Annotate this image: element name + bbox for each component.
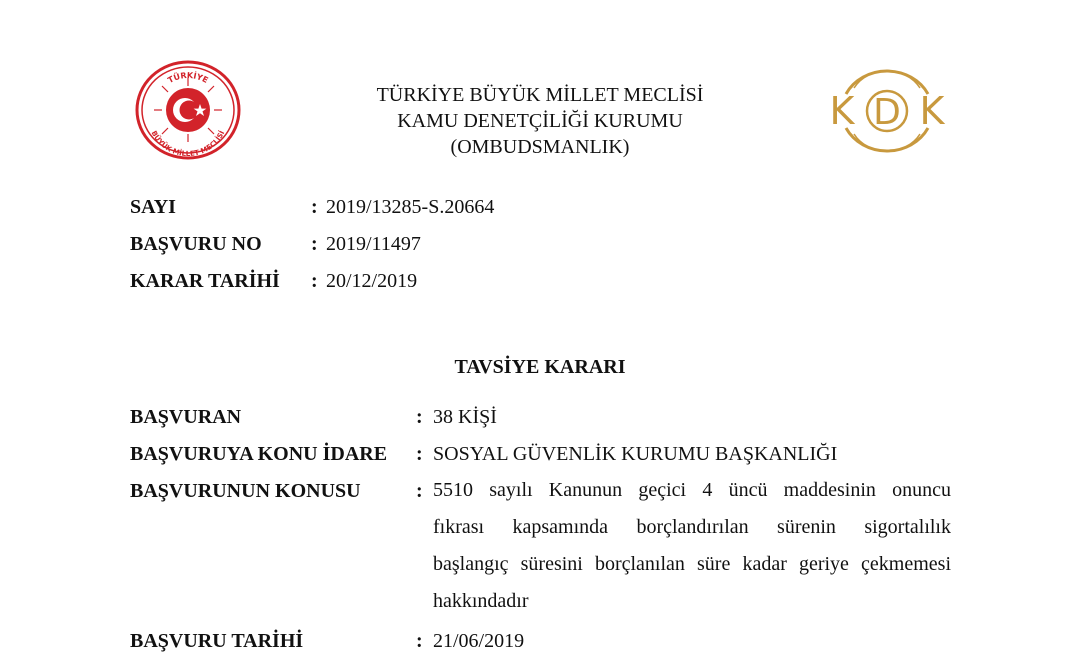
subject-text	[433, 472, 951, 620]
subject-line: fıkrası kapsamında borçlandırılan sürenin sigortalılık	[433, 516, 951, 538]
field-label: BAŞVURU TARİHİ	[130, 630, 304, 652]
field-label: BAŞVURUNUN KONUSU	[130, 480, 361, 502]
decision-title: TAVSİYE KARARI	[454, 356, 626, 378]
colon: :	[311, 196, 318, 218]
colon: :	[416, 406, 423, 428]
colon: :	[311, 233, 318, 255]
meta-label: BAŞVURU NO	[130, 233, 262, 255]
field-label: BAŞVURUYA KONU İDARE	[130, 443, 388, 465]
field-value: SOSYAL GÜVENLİK KURUMU BAŞKANLIĞI	[433, 443, 838, 465]
field-value: 38 KİŞİ	[433, 406, 497, 428]
colon: :	[416, 443, 423, 465]
meta-value: 2019/13285-S.20664	[326, 196, 495, 218]
kdk-letter-k1: K	[829, 89, 855, 133]
subject-line: başlangıç süresini borçlanılan süre kadar geriye çekmemesi	[433, 553, 951, 575]
colon: :	[416, 630, 423, 652]
meta-label: KARAR TARİHİ	[130, 270, 280, 292]
meta-label: SAYI	[130, 196, 176, 218]
kdk-logo	[828, 64, 946, 158]
colon: :	[416, 480, 423, 502]
subject-line: 5510 sayılı Kanunun geçici 4 üncü maddesinin onuncu	[433, 479, 951, 501]
meta-value: 2019/11497	[326, 233, 421, 255]
header-line-3: (OMBUDSMANLIK)	[450, 136, 630, 158]
seal-text-bottom: BÜYÜK MİLLET MECLİSİ	[149, 129, 227, 159]
header-line-1: TÜRKİYE BÜYÜK MİLLET MECLİSİ	[376, 84, 704, 106]
seal-text-top: TÜRKİYE	[166, 70, 210, 86]
meta-value: 20/12/2019	[326, 270, 418, 292]
colon: :	[311, 270, 318, 292]
institution-header	[290, 82, 790, 160]
kdk-letter-k2: K	[919, 89, 945, 133]
field-value: 21/06/2019	[433, 630, 525, 652]
kdk-letter-d: D	[873, 92, 901, 133]
subject-line: hakkındadır	[433, 590, 529, 612]
svg-text:BÜYÜK MİLLET MECLİSİ	[150, 129, 227, 158]
field-label: BAŞVURAN	[130, 406, 242, 428]
header-line-2: KAMU DENETÇİLİĞİ KURUMU	[397, 110, 683, 132]
tbmm-seal-logo	[134, 60, 242, 160]
